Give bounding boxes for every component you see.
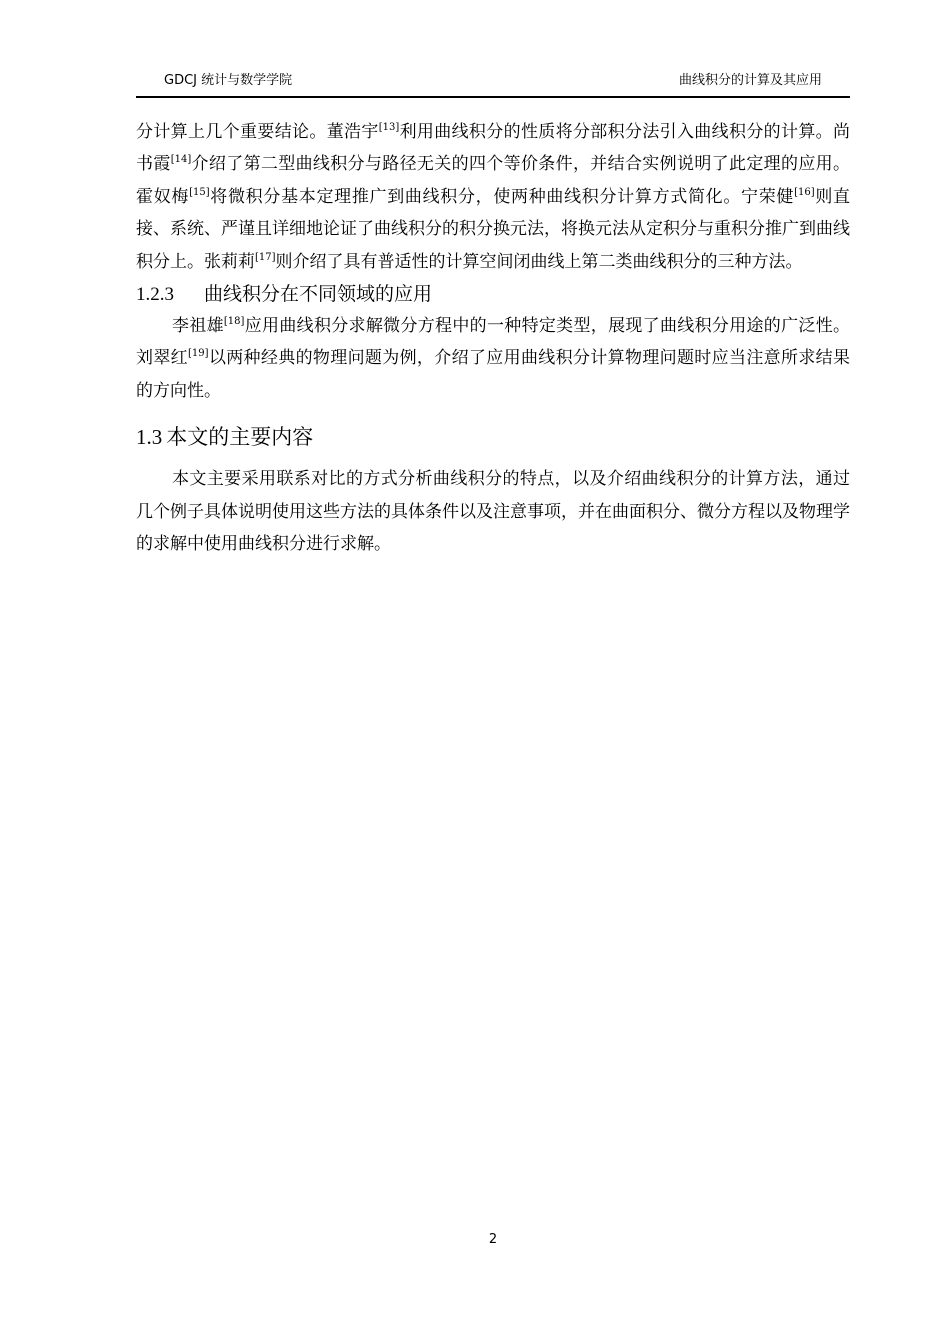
citation-15: [15] xyxy=(189,186,210,198)
page-header xyxy=(136,66,850,98)
page-number: 2 xyxy=(488,1232,498,1247)
paragraph-text: 本文主要采用联系对比的方式分析曲线积分的特点，以及介绍曲线积分的计算方法，通过几个例子具体说明使用这些方法的具体条件以及注意事项，并在曲面积分、微分方程以及物理学的求解中使用曲线积分进行求解。 xyxy=(136,469,850,555)
page-content xyxy=(136,116,850,560)
section-title: 本文的主要内容 xyxy=(166,425,314,450)
paragraph-main-content xyxy=(136,463,850,560)
subsection-title: 曲线积分在不同领域的应用 xyxy=(204,283,433,306)
paragraph-text: 分计算上几个重要结论。董浩宇 xyxy=(136,122,379,142)
citation-13: [13] xyxy=(378,122,400,133)
header-institution: GDCJ 统计与数学学院 xyxy=(164,73,293,88)
paragraph-text: 以两种经典的物理问题为例，介绍了应用曲线积分计算物理问题时应当注意所求结果的方向性。 xyxy=(136,348,851,401)
paragraph-text: 利用曲线积分的性质将分部积分法引入曲线积分的计算。尚书霞 xyxy=(136,122,851,175)
paragraph-text: 应用曲线积分求解微分方程中的一种特定类型，展现了曲线积分用途的广泛性。刘翠红 xyxy=(136,316,850,369)
section-heading xyxy=(136,421,850,453)
citation-18: [18] xyxy=(223,316,245,328)
citation-14: [14] xyxy=(170,154,192,166)
section-number: 1.3 xyxy=(136,425,163,450)
subsection-heading xyxy=(136,278,850,310)
paragraph-text: 则直接、系统、严谨且详细地论证了曲线积分的积分换元法，将换元法从定积分与重积分推广到曲线积分上。张莉莉 xyxy=(136,186,851,272)
citation-17: [17] xyxy=(255,251,276,263)
paragraph-applications xyxy=(136,310,850,407)
paragraph-text: 将微积分基本定理推广到曲线积分，使两种曲线积分计算方式简化。宁荣健 xyxy=(209,186,795,207)
subsection-number: 1.2.3 xyxy=(136,284,174,306)
citation-19: [19] xyxy=(188,348,209,360)
citation-16: [16] xyxy=(794,186,815,198)
paragraph-literature-review xyxy=(136,116,850,278)
paragraph-text: 则介绍了具有普适性的计算空间闭曲线上第二类曲线积分的三种方法。 xyxy=(275,251,803,272)
paragraph-text: 李祖雄 xyxy=(172,316,224,337)
header-document-title: 曲线积分的计算及其应用 xyxy=(678,73,822,88)
paragraph-text: 介绍了第二型曲线积分与路径无关的四个等价条件，并结合实例说明了此定理的应用。霍奴梅 xyxy=(136,154,851,207)
